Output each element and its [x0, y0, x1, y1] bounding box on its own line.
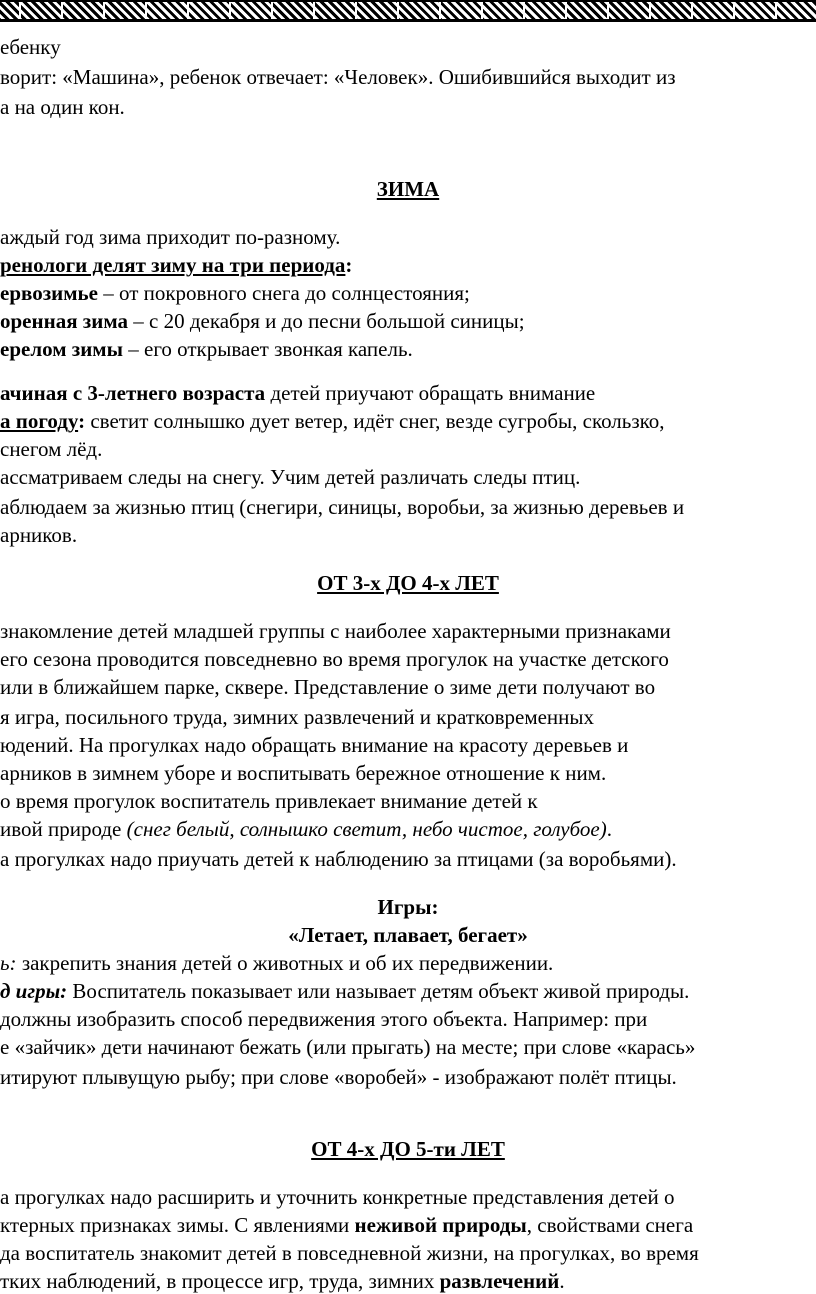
plain-text: ктерных признаках зимы. С явлениями	[0, 1213, 355, 1237]
text-line: е «зайчик» дети начинают бежать (или прыгать) на месте; при слове «карась»	[0, 1035, 696, 1059]
text-line	[0, 336, 413, 362]
text-line	[0, 816, 612, 842]
text-line: арников в зимнем уборе и воспитывать бережное отношение к ним.	[0, 761, 607, 785]
text-line: а прогулках надо приучать детей к наблюдению за птицами (за воробьями).	[0, 847, 677, 871]
plain-text: светит солнышко дует ветер, идёт снег, везде сугробы, скользко,	[85, 409, 665, 433]
section-title-age-4-5: ОТ 4-х ДО 5-ти ЛЕТ	[311, 1137, 505, 1161]
plain-text: ивой природе	[0, 817, 127, 841]
bold-text: :	[345, 253, 353, 277]
bold-text: неживой природы	[354, 1213, 527, 1237]
text-line: ассматриваем следы на снегу. Учим детей различать следы птиц.	[0, 465, 581, 489]
game-title: «Летает, плавает, бегает»	[288, 923, 528, 947]
text-line	[0, 308, 525, 334]
plain-text: .	[606, 817, 612, 841]
text-line: ебенку	[0, 35, 61, 59]
text-line: знакомление детей младшей группы с наиболее характерными признаками	[0, 619, 671, 643]
text-line: а прогулках надо расширить и уточнить конкретные представления детей о	[0, 1185, 675, 1209]
games-heading: Игры:	[377, 895, 439, 919]
plain-text: Воспитатель показывает или называет детям объект живой природы.	[67, 979, 690, 1003]
italic-text: ь:	[0, 951, 17, 975]
bold-text: ерелом зимы	[0, 337, 123, 361]
bold-underlined-text: ренологи делят зиму на три периода	[0, 253, 346, 277]
bold-text: :	[78, 409, 86, 433]
text-line	[0, 1212, 693, 1238]
text-line: его сезона проводится повседневно во время прогулок на участке детского	[0, 647, 669, 671]
text-line: снегом лёд.	[0, 437, 103, 461]
text-line: аждый год зима приходит по-разному.	[0, 225, 341, 249]
text-line: я игра, посильного труда, зимних развлечений и кратковременных	[0, 705, 595, 729]
plain-text: , свойствами снега	[526, 1213, 694, 1237]
plain-text: закрепить знания детей о животных и об их передвижении.	[16, 951, 554, 975]
text-line	[0, 280, 470, 306]
bold-text: оренная зима	[0, 309, 129, 333]
plain-text: – с 20 декабря и до песни большой синицы;	[128, 309, 525, 333]
text-line: арников.	[0, 523, 78, 547]
text-line: или в ближайшем парке, сквере. Представление о зиме дети получают во	[0, 675, 656, 699]
plain-text: детей приучают обращать внимание	[265, 381, 596, 405]
plain-text: – его открывает звонкая капель.	[123, 337, 413, 361]
text-line: юдений. На прогулках надо обращать внимание на красоту деревьев и	[0, 733, 629, 757]
text-line: итируют плывущую рыбу; при слове «воробей» - изображают полёт птицы.	[0, 1065, 677, 1089]
text-line: о время прогулок воспитатель привлекает внимание детей к	[0, 789, 538, 813]
plain-text: .	[559, 1269, 565, 1293]
text-line	[0, 950, 553, 976]
section-title-zima: ЗИМА	[376, 177, 440, 201]
bold-text: ачиная с 3-летнего возраста	[0, 381, 266, 405]
text-line	[0, 380, 595, 406]
bold-text: ервозимье	[0, 281, 98, 305]
text-line: аблюдаем за жизнью птиц (снегири, синицы, воробьи, за жизнью деревьев и	[0, 495, 685, 519]
text-line: да воспитатель знакомит детей в повседневной жизни, на прогулках, во время	[0, 1241, 699, 1265]
text-line	[0, 408, 665, 434]
text-line: ворит: «Машина», ребенок отвечает: «Человек». Ошибившийся выходит из	[0, 65, 676, 89]
text-line	[0, 1268, 565, 1294]
bold-underlined-text: а погоду	[0, 409, 79, 433]
plain-text: тких наблюдений, в процессе игр, труда, зимних	[0, 1269, 440, 1293]
section-title-age-3-4: ОТ 3-х ДО 4-х ЛЕТ	[317, 571, 499, 595]
italic-text: (снег белый, солнышко светит, небо чистое, голубое)	[126, 817, 607, 841]
text-line	[0, 252, 352, 278]
text-line: а на один кон.	[0, 95, 125, 119]
text-line: должны изобразить способ передвижения этого объекта. Например: при	[0, 1007, 648, 1031]
bold-italic-text: д игры:	[0, 979, 68, 1003]
plain-text: – от покровного снега до солнцестояния;	[97, 281, 470, 305]
bold-text: развлечений	[439, 1269, 560, 1293]
text-line	[0, 978, 689, 1004]
